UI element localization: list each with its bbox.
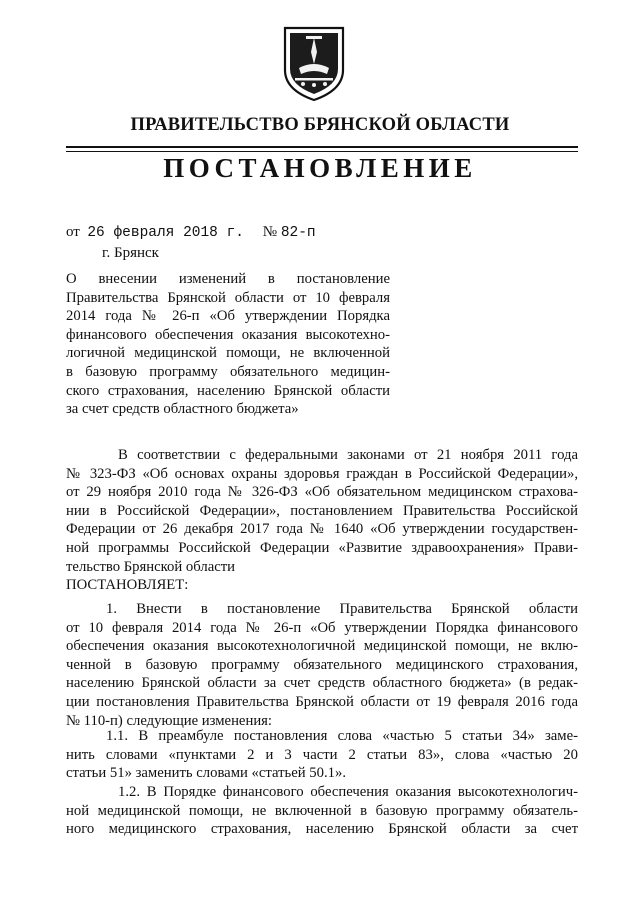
item-1-1-paragraph (66, 727, 578, 783)
date-line (66, 224, 316, 241)
preamble-line: Федерации от 26 декабря 2017 года № 1640 «Об утверждении государствен- (66, 521, 578, 538)
preamble-paragraph (66, 446, 578, 595)
subject-line: финансового обеспечения оказания высокотехно- (66, 326, 390, 343)
subject-line: в базовую программу обязательного медицин- (66, 363, 390, 380)
subject-line: О внесении изменений в постановление (66, 271, 390, 287)
resolves-word: ПОСТАНОВЛЯЕТ: (66, 577, 189, 594)
preamble-line: тельство Брянской области (66, 558, 236, 575)
item-1-paragraph (66, 600, 578, 730)
subject-line: 2014 года № 26-п «Об утверждении Порядка (66, 308, 390, 325)
document-title: ПОСТАНОВЛЕНИЕ (163, 153, 477, 183)
header-rule-thin (66, 151, 578, 152)
item-1-line: ции постановления Правительства Брянской области от 19 февраля 2016 года (66, 693, 578, 710)
item-1-line: 1. Внести в постановление Правительства Брянской области (106, 601, 578, 617)
header-rule-thick (66, 146, 578, 148)
document-number: 82-п (280, 225, 316, 241)
item-1-2-line: 1.2. В Порядке финансового обеспечения оказания высокотехнологич- (118, 784, 578, 800)
preamble-line: ной программы Российской Федерации «Развитие здравоохранения» Прави- (66, 539, 578, 556)
item-1-1-line: статьи 51» заменить словами «статьей 50.1». (66, 765, 347, 782)
coat-of-arms-emblem (279, 24, 349, 104)
preamble-line: нии в Российской Федерации», постановлением Правительства Российской (66, 502, 578, 519)
item-1-line: обеспечения оказания высокотехнологичной медицинской помощи, не вклю- (66, 638, 578, 655)
preamble-line: В соответствии с федеральными законами от 21 ноября 2011 года (118, 447, 578, 463)
subject-line: Правительства Брянской области от 10 февраля (66, 289, 390, 306)
subject-line: логичной медицинской помощи, не включенной (66, 345, 390, 362)
preamble-line: от 29 ноября 2010 года № 326-ФЗ «Об обязательном медицинском страхова- (66, 484, 578, 501)
item-1-2-line: ной медицинской помощи, не включенной в базовую программу обязатель- (66, 802, 578, 819)
item-1-2-line: ного медицинского страхования, населению Брянской области за счет (66, 821, 578, 838)
government-name: ПРАВИТЕЛЬСТВО БРЯНСКОЙ ОБЛАСТИ (130, 115, 510, 135)
city: г. Брянск (102, 245, 159, 261)
item-1-1-line: нить словами «пунктами 2 и 3 части 2 статьи 83», слова «частью 20 (66, 746, 578, 763)
subject-line: за счет средств областного бюджета» (66, 401, 299, 418)
item-1-line: от 10 февраля 2014 года № 26-п «Об утверждении Порядка финансового (66, 619, 578, 636)
item-1-1-line: 1.1. В преамбуле постановления слова «частью 5 статьи 34» заме- (106, 728, 578, 744)
item-1-line: населению Брянской области за счет средств областного бюджета» (в редак- (66, 675, 578, 692)
item-1-line: ченной в базовую программу обязательного медицинского страхования, (66, 656, 578, 673)
subject-block (66, 270, 390, 419)
subject-line: ского страхования, населению Брянской области (66, 382, 390, 399)
document-date: 26 февраля 2018 г. (87, 225, 244, 241)
item-1-2-paragraph (66, 783, 578, 839)
number-label: № (262, 224, 278, 240)
preamble-line: № 323-ФЗ «Об основах охраны здоровья граждан в Российской Федерации», (66, 465, 578, 482)
date-from-label: от (66, 224, 80, 240)
item-1-line: № 110-п) следующие изменения: (66, 712, 273, 729)
